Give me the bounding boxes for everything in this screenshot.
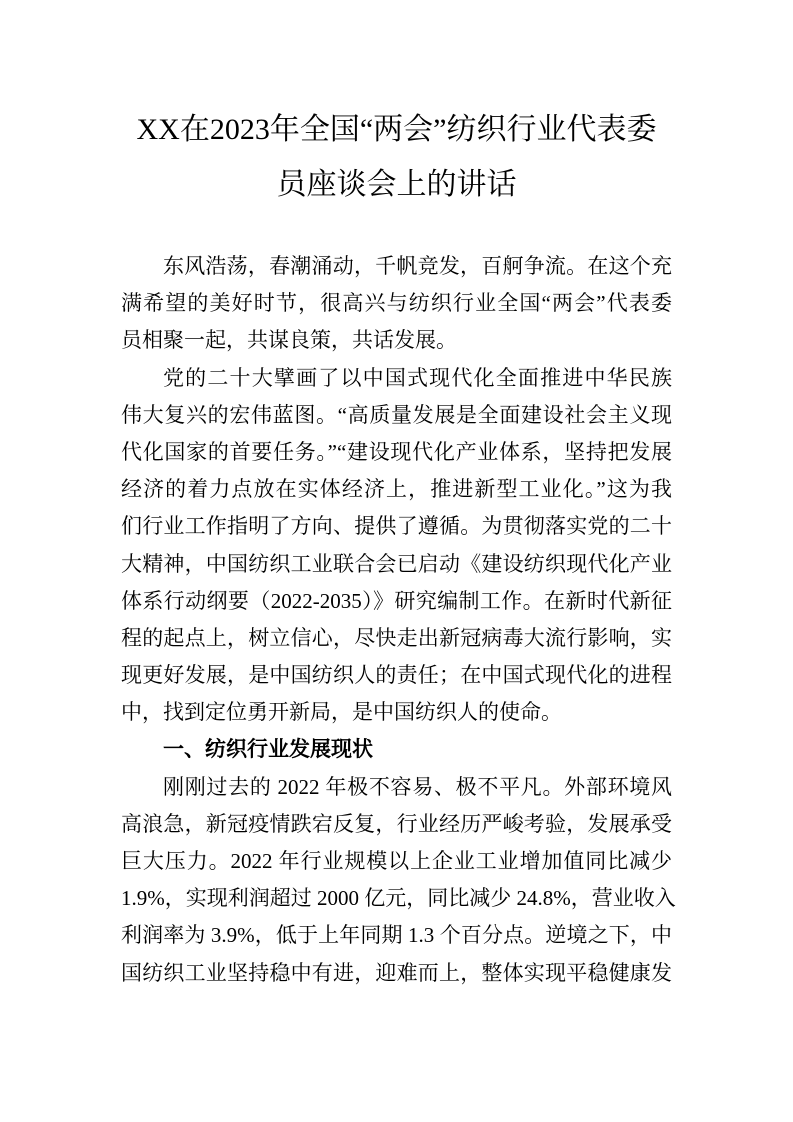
text-line: 党的二十大擘画了以中国式现代化全面推进中华民族 [163,365,672,390]
document-body [121,248,676,992]
text-line: 们行业工作指明了方向、提供了遵循。为贯彻落实党的二十 [121,514,672,539]
text-line: 伟大复兴的宏伟蓝图。“高质量发展是全面建设社会主义现 [121,402,672,427]
paragraph-industry-status [121,769,676,992]
section-heading: 一、纺织行业发展现状 [163,738,373,762]
text-line: 程的起点上，树立信心，尽快走出新冠病毒大流行影响，实 [121,625,672,650]
text-line: 代化国家的首要任务。”“建设现代化产业体系，坚持把发展 [121,439,672,464]
text-line: 体系行动纲要（2022-2035）》研究编制工作。在新时代新征 [121,588,672,613]
text-line: 中，找到定位勇开新局，是中国纺织人的使命。 [121,700,562,725]
text-line: 经济的着力点放在实体经济上，推进新型工业化。”这为我 [121,477,672,502]
paragraph-intro [121,248,672,360]
text-line: 刚刚过去的 2022 年极不容易、极不平凡。外部环境风 [163,774,672,799]
text-line: 东风浩荡，春潮涌动，千帆竞发，百舸争流。在这个充 [163,254,672,278]
text-line: 利润率为 3.9%，低于上年同期 1.3 个百分点。逆境之下，中 [121,923,672,948]
text-line: 巨大压力。2022 年行业规模以上企业工业增加值同比减少 [121,849,672,873]
text-line: 现更好发展，是中国纺织人的责任；在中国式现代化的进程 [121,663,672,688]
text-line: 1.9%，实现利润超过 2000 亿元，同比减少 24.8%，营业收入 [121,886,676,911]
document-title-line-2: 员座谈会上的讲话 [276,168,517,201]
text-line: 大精神，中国纺织工业联合会已启动《建设纺织现代化产业 [121,551,672,576]
text-line: 国纺织工业坚持稳中有进，迎难而上，整体实现平稳健康发 [121,960,672,985]
paragraph-party-congress [121,360,672,732]
text-line: 满希望的美好时节，很高兴与纺织行业全国“两会”代表委 [121,291,672,316]
text-line: 员相聚一起，共谋良策，共话发展。 [121,328,457,353]
text-line: 高浪急，新冠疫情跌宕反复，行业经历严峻考验，发展承受 [121,811,672,836]
document-title-line-1: XX在2023年全国“两会”纺织行业代表委 [136,113,657,146]
